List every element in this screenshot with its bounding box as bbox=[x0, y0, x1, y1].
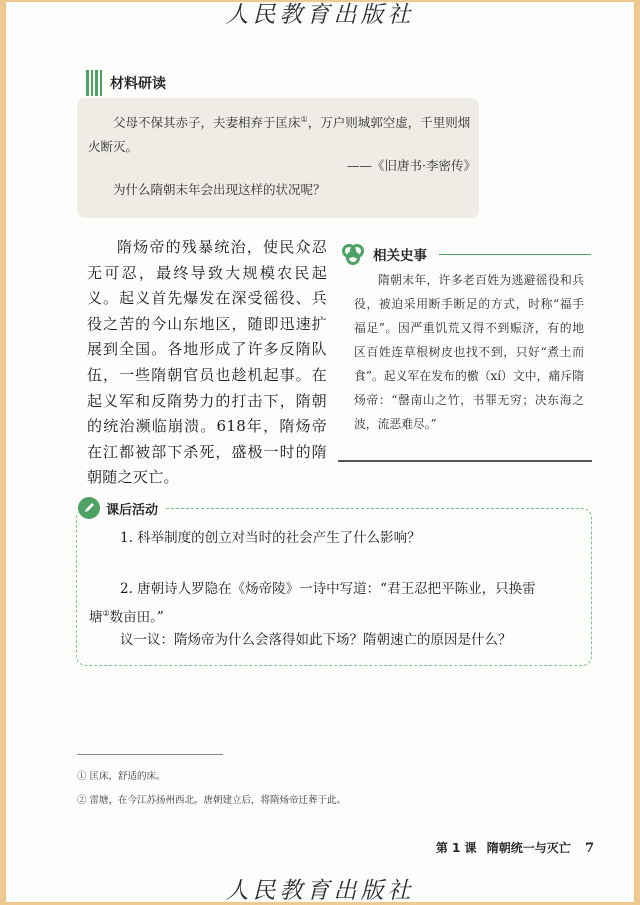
related-story-icon bbox=[341, 242, 365, 266]
related-text: 隋朝末年，许多老百姓为逃避徭役和兵役，被迫采用断手断足的方式，时称“福手福足”。因严重饥荒又得不到赈济，有的地区百姓连草根树皮也找不到，只好“煮土而食”。起义军在发布的檄（xí）文中，痛斥隋炀帝：“罄南山之竹，书罪无穷；决东海之波，流恶难尽。” bbox=[354, 273, 584, 431]
footnote-ref-2: ② bbox=[102, 609, 110, 618]
footnote-1: ① 匡床，舒适的床。 bbox=[77, 771, 166, 782]
activity-discussion: 议一议：隋炀帝为什么会落得如此下场？隋朝速亡的原因是什么？ bbox=[120, 632, 512, 648]
related-bottom-rule bbox=[338, 460, 592, 462]
activity-q2-part1: 塘 bbox=[89, 609, 103, 626]
related-divider bbox=[439, 254, 591, 255]
activity-title: 课后活动 bbox=[106, 502, 159, 518]
lesson-title: 隋朝统一与灭亡 bbox=[486, 841, 571, 855]
activity-question-2-line2 bbox=[89, 601, 164, 631]
pencil-icon bbox=[78, 497, 100, 519]
activity-header bbox=[78, 497, 164, 519]
page-number: 7 bbox=[584, 841, 594, 856]
footnote-divider bbox=[77, 754, 223, 755]
activity-question-2-line1: 2. 唐朝诗人罗隐在《炀帝陵》一诗中写道：“君王忍把平陈业，只换雷 bbox=[120, 581, 536, 597]
material-question: 为什么隋朝末年会出现这样的状况呢？ bbox=[113, 182, 326, 197]
material-title: 材料研读 bbox=[110, 76, 166, 92]
footnote-ref-1: ① bbox=[300, 115, 308, 124]
material-quote-part1: 父母不保其赤子，夫妻相弃于匡床 bbox=[113, 115, 301, 131]
main-paragraph: 隋炀帝的残暴统治，使民众忍无可忍，最终导致大规模农民起义。起义首先爆发在深受徭役、兵役之苦的今山东地区，随即迅速扩展到全国。各地形成了许多反隋队伍，一些隋朝官员也趁机起事。在起义军和反隋势力的打击下，隋朝的统治濒临崩溃。618年，隋炀帝在江都被部下杀死，盛极一时的隋朝随之灭亡。 bbox=[87, 238, 327, 487]
material-header bbox=[86, 70, 166, 96]
material-source: ——《旧唐书·李密传》 bbox=[347, 158, 476, 173]
material-quote bbox=[88, 108, 474, 159]
related-title: 相关史事 bbox=[373, 248, 427, 264]
publisher-watermark-top: 人民教育出版社 bbox=[225, 2, 415, 28]
footnote-2: ② 雷塘，在今江苏扬州西北。唐朝建立后，将隋炀帝迁葬于此。 bbox=[77, 795, 347, 806]
activity-q2-part2: 数亩田。” bbox=[109, 609, 164, 626]
related-header bbox=[341, 242, 591, 266]
book-stripes-icon bbox=[86, 70, 102, 96]
publisher-watermark-bottom: 人民教育出版社 bbox=[225, 878, 415, 904]
lesson-number: 第 1 课 bbox=[435, 841, 477, 855]
activity-question-1: 1. 科举制度的创立对当时的社会产生了什么影响？ bbox=[120, 530, 421, 546]
material-quote-part2: ，万户则城郭空虚，千里则烟火断灭。 bbox=[88, 115, 471, 155]
page-footer bbox=[436, 839, 594, 856]
